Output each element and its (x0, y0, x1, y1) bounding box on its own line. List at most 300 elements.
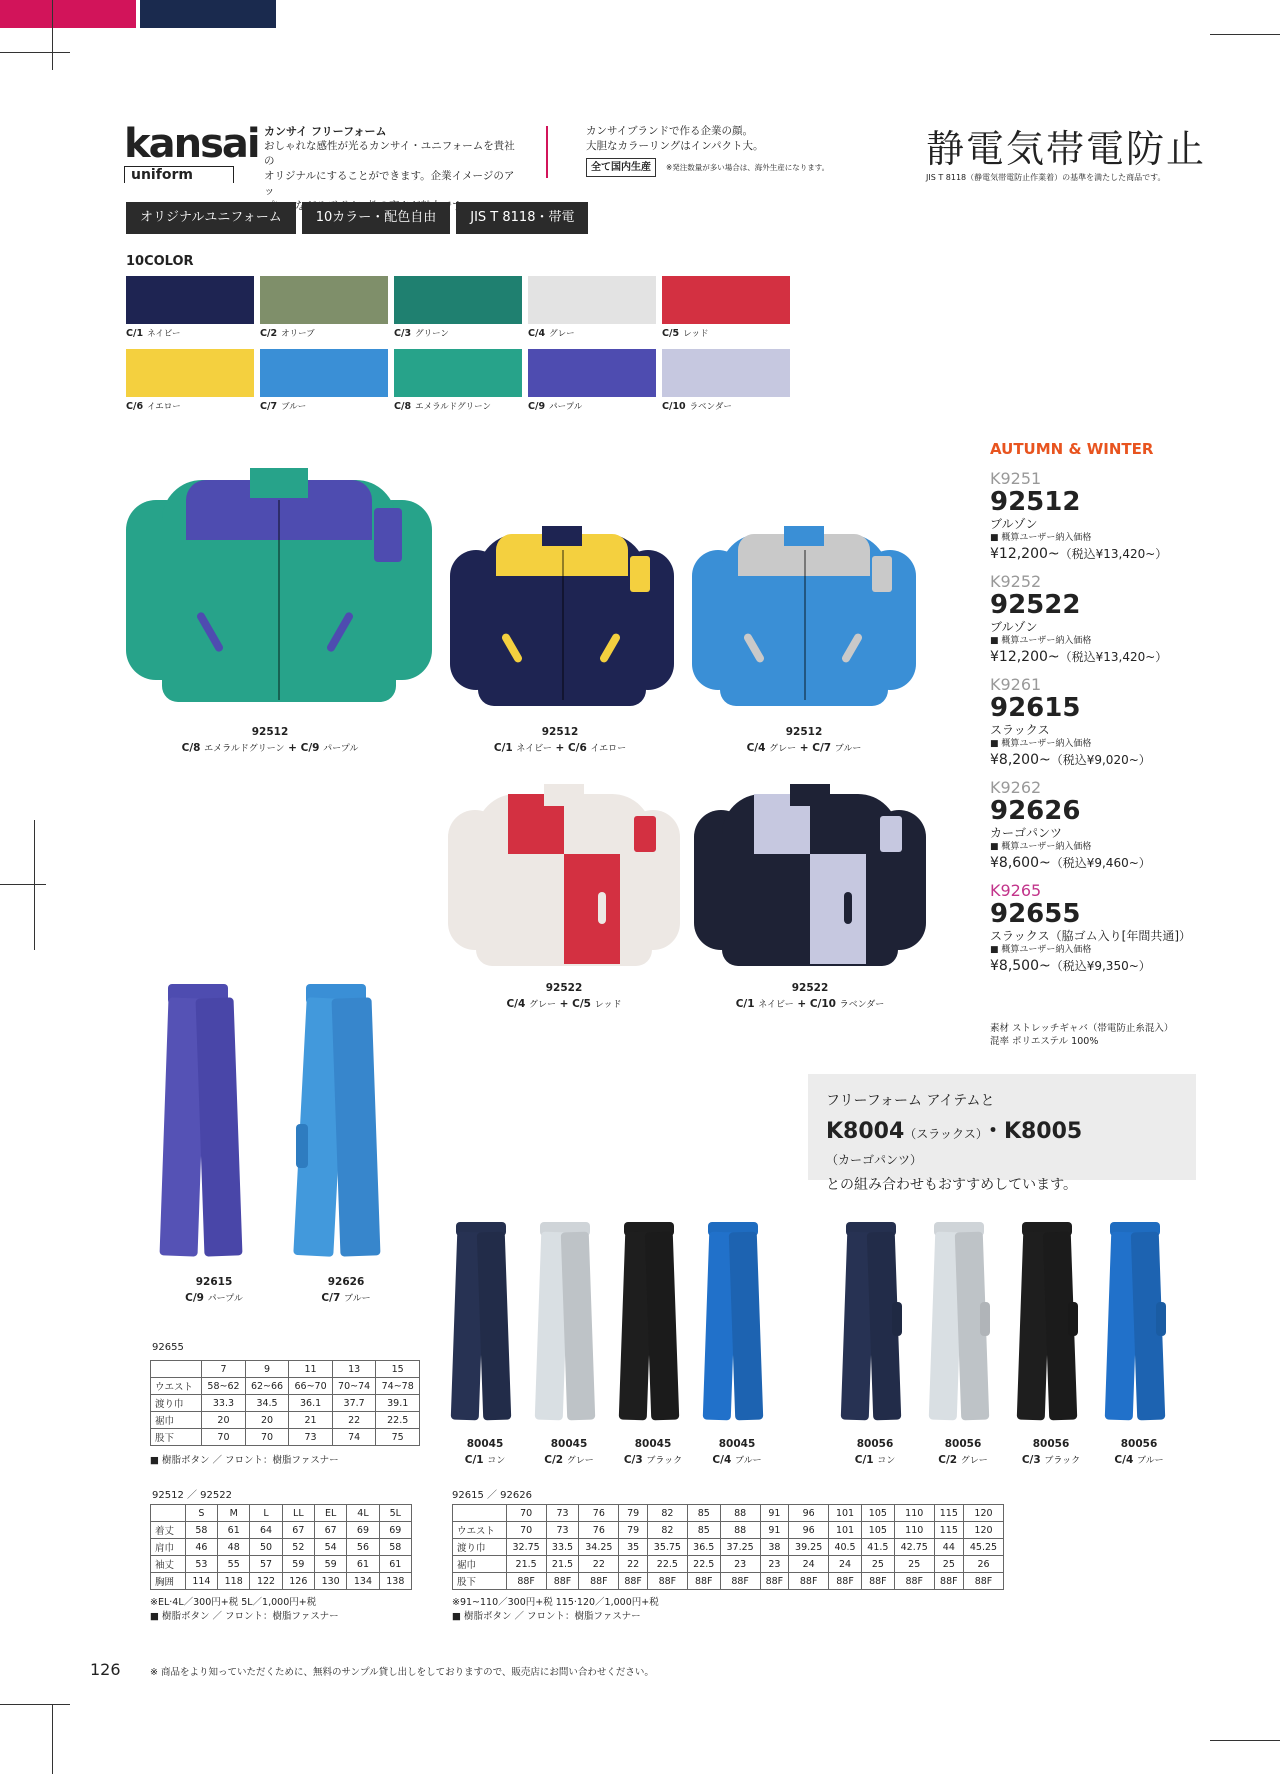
crop-mark (0, 1704, 70, 1705)
crop-mark (0, 884, 46, 885)
caption: 80045 C/2 グレー (544, 1438, 594, 1466)
product-entry (990, 676, 1210, 769)
product-entry (990, 882, 1210, 975)
table-cell: 22.5 (376, 1412, 420, 1429)
table-cell: 88F (720, 1573, 760, 1590)
table-cell: 73 (289, 1429, 333, 1446)
table-header-cell: 70 (506, 1505, 546, 1522)
table-cell: 36.5 (687, 1539, 720, 1556)
pants-s2 (536, 1222, 598, 1422)
jacket-92522-c1-c10 (694, 780, 926, 970)
price-label: ■ 概算ユーザー納入価格 (990, 533, 1092, 543)
table-cell: 35 (619, 1539, 648, 1556)
table-cell: 21 (289, 1412, 333, 1429)
rec-line1: フリーフォーム アイテムと (826, 1093, 995, 1109)
price: ¥8,600~（税込¥9,460~） (990, 855, 1151, 871)
table-cell: 25 (934, 1556, 963, 1573)
product-number: 92615 (990, 693, 1081, 723)
table-header-row (453, 1505, 1004, 1522)
table-cell: 88F (760, 1573, 789, 1590)
table-cell: 39.25 (789, 1539, 829, 1556)
feature-badge: JIS T 8118・帯電 (456, 202, 588, 234)
table-cell: 24 (829, 1556, 862, 1573)
price-label: ■ 概算ユーザー納入価格 (990, 945, 1092, 955)
color-heading: 10COLOR (126, 254, 194, 269)
table-cell: 54 (314, 1539, 346, 1556)
table-cell: 88F (647, 1573, 687, 1590)
table-cell: ウエスト (151, 1378, 202, 1395)
product-number: 92626 (990, 796, 1081, 826)
swatch-chip (260, 349, 388, 397)
product-entry (990, 573, 1210, 666)
color-swatches (126, 276, 791, 412)
product-number: 92655 (990, 899, 1081, 929)
table-cell: 101 (829, 1522, 862, 1539)
table-cell: 70 (245, 1429, 289, 1446)
intro-line: オリジナルにすることができます。企業イメージのアッ (264, 170, 515, 197)
table-header-row (151, 1361, 420, 1378)
table-cell: 82 (647, 1522, 687, 1539)
product-name: ブルゾン (990, 620, 1038, 634)
swatch-chip (260, 276, 388, 324)
table-cell: 40.5 (829, 1539, 862, 1556)
table-cell: 118 (218, 1573, 250, 1590)
product-code: K9252 (990, 572, 1042, 591)
table-cell: 25 (861, 1556, 894, 1573)
jacket-92512-c1-c6 (450, 520, 674, 710)
crop-mark (1210, 34, 1280, 35)
table-cell: 24 (789, 1556, 829, 1573)
table-row (151, 1429, 420, 1446)
table-cell: 110 (894, 1522, 934, 1539)
swatch-label: C/7 ブルー (260, 401, 307, 412)
caption: 80056 C/2 グレー (938, 1438, 988, 1466)
product-code: K9261 (990, 675, 1042, 694)
color-swatch (394, 276, 522, 339)
table-header-cell: 5L (379, 1505, 411, 1522)
table-cell: 34.5 (245, 1395, 289, 1412)
table-cell: 64 (250, 1522, 282, 1539)
intro2-line: 大胆なカラーリングはインパクト大。 (586, 140, 764, 152)
table-cell: 59 (282, 1556, 314, 1573)
header-tab-navy (140, 0, 276, 28)
divider (546, 126, 548, 178)
table-row (151, 1573, 412, 1590)
swatch-chip (662, 349, 790, 397)
table-header-cell: 73 (546, 1505, 579, 1522)
table-header-cell: 4L (347, 1505, 379, 1522)
table-row (151, 1522, 412, 1539)
table-cell: 22 (579, 1556, 619, 1573)
pants-92615-c9 (160, 984, 246, 1258)
table-cell: 70~74 (332, 1378, 376, 1395)
table-header-cell: 15 (376, 1361, 420, 1378)
product-entry (990, 779, 1210, 872)
size-table-pants (452, 1504, 1004, 1590)
table-header-cell: 105 (861, 1505, 894, 1522)
table-cell: 22.5 (687, 1556, 720, 1573)
table-cell: 42.75 (894, 1539, 934, 1556)
table-header-cell: 82 (647, 1505, 687, 1522)
caption: 80045 C/4 ブルー (712, 1438, 762, 1466)
jacket-92522-c4-c5 (448, 780, 680, 970)
color-swatch (260, 349, 388, 412)
table-cell: 25 (894, 1556, 934, 1573)
table-cell: 61 (379, 1556, 411, 1573)
table-cell: 22.5 (647, 1556, 687, 1573)
jacket-92512-c4-c7 (692, 520, 916, 710)
caption: 80056 C/3 ブラック (1021, 1438, 1081, 1466)
table-row (151, 1556, 412, 1573)
table-cell: 115 (934, 1522, 963, 1539)
table-row (151, 1539, 412, 1556)
table-note: ※EL·4L／300円+税 5L／1,000円+税 ■ 樹脂ボタン ／ フロント：樹脂ファスナー (150, 1597, 339, 1622)
swatch-chip (126, 276, 254, 324)
table-cell: 76 (579, 1522, 619, 1539)
table-cell: 70 (202, 1429, 246, 1446)
table-header-cell: 9 (245, 1361, 289, 1378)
pants-c4 (1106, 1222, 1168, 1422)
swatch-label: C/3 グリーン (394, 328, 449, 339)
table-cell: 20 (245, 1412, 289, 1429)
intro-title: カンサイ フリーフォーム (264, 125, 387, 138)
feature-badges (126, 202, 588, 234)
rec-line3: との組み合わせもおすすめしています。 (826, 1177, 1078, 1193)
caption: 92512 C/4 グレー + C/7 ブルー (746, 726, 862, 754)
table-cell: 55 (218, 1556, 250, 1573)
table-caption: 92655 (152, 1342, 184, 1353)
price-label: ■ 概算ユーザー納入価格 (990, 842, 1092, 852)
table-cell: 88F (829, 1573, 862, 1590)
pants-s4 (704, 1222, 766, 1422)
product-name: スラックス (990, 723, 1050, 737)
table-cell: 88F (861, 1573, 894, 1590)
table-cell: 138 (379, 1573, 411, 1590)
table-header-cell (151, 1505, 186, 1522)
caption: 92522 C/4 グレー + C/5 レッド (506, 982, 622, 1010)
swatch-chip (394, 349, 522, 397)
pants-92626-c7 (296, 984, 384, 1258)
table-cell: 股下 (151, 1429, 202, 1446)
table-cell: 88F (789, 1573, 829, 1590)
table-note: ■ 樹脂ボタン ／ フロント：樹脂ファスナー (150, 1455, 339, 1466)
color-swatch (260, 276, 388, 339)
pants-c1 (842, 1222, 904, 1422)
swatch-label: C/6 イエロー (126, 401, 181, 412)
table-header-cell: 91 (760, 1505, 789, 1522)
table-cell: 26 (963, 1556, 1003, 1573)
price: ¥12,200~（税込¥13,420~） (990, 546, 1168, 562)
price-label: ■ 概算ユーザー納入価格 (990, 636, 1092, 646)
table-header-cell: 7 (202, 1361, 246, 1378)
table-cell: 50 (250, 1539, 282, 1556)
table-header-cell: L (250, 1505, 282, 1522)
table-header-cell: 13 (332, 1361, 376, 1378)
table-header-cell: 85 (687, 1505, 720, 1522)
pants-c2 (930, 1222, 992, 1422)
table-cell: 36.1 (289, 1395, 333, 1412)
table-cell: 58 (379, 1539, 411, 1556)
material-line: 混率 ポリエステル 100% (990, 1036, 1099, 1047)
table-row (453, 1539, 1004, 1556)
table-cell: 126 (282, 1573, 314, 1590)
table-cell: 38 (760, 1539, 789, 1556)
color-swatch (126, 276, 254, 339)
table-header-cell: M (218, 1505, 250, 1522)
caption: 80045 C/1 コン (464, 1438, 506, 1466)
table-cell: 88F (619, 1573, 648, 1590)
table-cell: 肩巾 (151, 1539, 186, 1556)
logo-sub: uniform (124, 166, 234, 183)
table-cell: 39.1 (376, 1395, 420, 1412)
table-cell: 66~70 (289, 1378, 333, 1395)
swatch-chip (126, 349, 254, 397)
table-cell: 69 (347, 1522, 379, 1539)
caption: 80045 C/3 ブラック (623, 1438, 683, 1466)
color-swatch (126, 349, 254, 412)
swatch-chip (394, 276, 522, 324)
price: ¥8,200~（税込¥9,020~） (990, 752, 1151, 768)
feature-badge: オリジナルユニフォーム (126, 202, 296, 234)
table-cell: 74 (332, 1429, 376, 1446)
table-header-cell (453, 1505, 507, 1522)
price-label: ■ 概算ユーザー納入価格 (990, 739, 1092, 749)
crop-mark (1210, 1740, 1280, 1741)
table-cell: 58~62 (202, 1378, 246, 1395)
table-cell: 62~66 (245, 1378, 289, 1395)
table-cell: 88F (546, 1573, 579, 1590)
table-caption: 92615 ／ 92626 (452, 1490, 532, 1501)
table-cell: 67 (282, 1522, 314, 1539)
table-cell: 53 (185, 1556, 217, 1573)
table-cell: 37.25 (720, 1539, 760, 1556)
table-cell: 91 (760, 1522, 789, 1539)
table-cell: 58 (185, 1522, 217, 1539)
table-cell: 裾巾 (453, 1556, 507, 1573)
swatch-label: C/5 レッド (662, 328, 709, 339)
table-cell: 48 (218, 1539, 250, 1556)
caption: 80056 C/1 コン (854, 1438, 896, 1466)
table-header-cell: S (185, 1505, 217, 1522)
table-cell: 袖丈 (151, 1556, 186, 1573)
intro-text (264, 124, 524, 214)
table-row (151, 1378, 420, 1395)
table-cell: 渡り巾 (453, 1539, 507, 1556)
table-cell: 105 (861, 1522, 894, 1539)
product-number: 92512 (990, 487, 1081, 517)
feature-badge: 10カラー・配色自由 (302, 202, 451, 234)
product-code: K9262 (990, 778, 1042, 797)
table-row (151, 1412, 420, 1429)
table-cell: 裾巾 (151, 1412, 202, 1429)
swatch-chip (662, 276, 790, 324)
page-title: 静電気帯電防止 (926, 127, 1207, 171)
rec-line2: K8004（スラックス）・K8005（カーゴパンツ） (826, 1119, 1083, 1167)
material-info (990, 1022, 1173, 1048)
page-number: 126 (90, 1660, 121, 1679)
table-cell: 67 (314, 1522, 346, 1539)
table-cell: 37.7 (332, 1395, 376, 1412)
table-cell: 114 (185, 1573, 217, 1590)
table-cell: 61 (218, 1522, 250, 1539)
jis-note: JIS T 8118（静電気帯電防止作業着）の基準を満たした商品です。 (926, 173, 1166, 182)
crop-mark (52, 0, 53, 70)
price: ¥8,500~（税込¥9,350~） (990, 958, 1151, 974)
table-header-cell: 76 (579, 1505, 619, 1522)
table-cell: 79 (619, 1522, 648, 1539)
table-header-cell: 110 (894, 1505, 934, 1522)
size-table-92655 (150, 1360, 420, 1446)
table-cell: 75 (376, 1429, 420, 1446)
table-cell: 32.75 (506, 1539, 546, 1556)
pants-s1 (452, 1222, 514, 1422)
product-name: スラックス（脇ゴム入り[年間共通]） (990, 929, 1192, 943)
table-cell: 59 (314, 1556, 346, 1573)
table-cell: 85 (687, 1522, 720, 1539)
crop-mark (0, 52, 70, 53)
table-cell: 88F (963, 1573, 1003, 1590)
table-cell: 56 (347, 1539, 379, 1556)
jacket-92512-c8-c9 (126, 460, 432, 710)
table-cell: 61 (347, 1556, 379, 1573)
table-cell: 122 (250, 1573, 282, 1590)
table-cell: 96 (789, 1522, 829, 1539)
table-cell: 34.25 (579, 1539, 619, 1556)
caption: 92512 C/1 ネイビー + C/6 イエロー (493, 726, 627, 754)
color-swatch (528, 349, 656, 412)
table-cell: 69 (379, 1522, 411, 1539)
table-cell: 45.25 (963, 1539, 1003, 1556)
table-header-cell: 115 (934, 1505, 963, 1522)
table-cell: 130 (314, 1573, 346, 1590)
product-name: ブルゾン (990, 517, 1038, 531)
pants-s3 (620, 1222, 682, 1422)
caption: 92512 C/8 エメラルドグリーン + C/9 パープル (181, 726, 359, 754)
table-header-cell: 88 (720, 1505, 760, 1522)
swatch-label: C/2 オリーブ (260, 328, 315, 339)
swatch-label: C/1 ネイビー (126, 328, 181, 339)
color-swatch (528, 276, 656, 339)
caption: 92522 C/1 ネイビー + C/10 ラベンダー (735, 982, 885, 1010)
table-cell: 46 (185, 1539, 217, 1556)
table-cell: 57 (250, 1556, 282, 1573)
table-cell: 33.5 (546, 1539, 579, 1556)
kansai-logo (124, 121, 259, 183)
table-cell: 74~78 (376, 1378, 420, 1395)
table-note: ※91~110／300円+税 115·120／1,000円+税 ■ 樹脂ボタン ／ フロント：樹脂ファスナー (452, 1597, 659, 1622)
product-name: カーゴパンツ (990, 826, 1063, 840)
table-cell: 35.75 (647, 1539, 687, 1556)
table-cell: 20 (202, 1412, 246, 1429)
header-tab-pink (0, 0, 136, 28)
color-swatch (662, 276, 790, 339)
pants-c3 (1018, 1222, 1080, 1422)
made-in-japan-badge: 全て国内生産 (586, 158, 656, 177)
table-header-cell: EL (314, 1505, 346, 1522)
intro2-line: カンサイブランドで作る企業の顔。 (586, 125, 753, 137)
table-cell: 23 (720, 1556, 760, 1573)
table-caption: 92512 ／ 92522 (152, 1490, 232, 1501)
table-cell: 88F (506, 1573, 546, 1590)
table-cell: 88 (720, 1522, 760, 1539)
table-header-cell: 96 (789, 1505, 829, 1522)
intro2-text (586, 124, 876, 177)
table-cell: 41.5 (861, 1539, 894, 1556)
table-cell: 22 (332, 1412, 376, 1429)
table-header-cell: 101 (829, 1505, 862, 1522)
table-header-row (151, 1505, 412, 1522)
color-swatch (662, 349, 790, 412)
table-header-cell: 79 (619, 1505, 648, 1522)
swatch-chip (528, 349, 656, 397)
table-cell: 52 (282, 1539, 314, 1556)
product-list (990, 470, 1210, 985)
product-code: K9265 (990, 881, 1042, 900)
product-entry (990, 470, 1210, 563)
color-swatch (394, 349, 522, 412)
table-header-cell: 11 (289, 1361, 333, 1378)
made-note: ※発注数量が多い場合は、海外生産になります。 (666, 163, 830, 172)
swatch-label: C/8 エメラルドグリーン (394, 401, 491, 412)
table-cell: 股下 (453, 1573, 507, 1590)
table-row (453, 1522, 1004, 1539)
table-cell: 70 (506, 1522, 546, 1539)
table-cell: 134 (347, 1573, 379, 1590)
price: ¥12,200~（税込¥13,420~） (990, 649, 1168, 665)
product-code: K9251 (990, 469, 1042, 488)
crop-mark (52, 1704, 53, 1774)
caption: 80056 C/4 ブルー (1114, 1438, 1164, 1466)
table-cell: 着丈 (151, 1522, 186, 1539)
logo-word: kansai (124, 121, 259, 167)
table-cell: 21.5 (506, 1556, 546, 1573)
table-cell: 21.5 (546, 1556, 579, 1573)
table-cell: 73 (546, 1522, 579, 1539)
table-cell: 88F (579, 1573, 619, 1590)
table-cell: ウエスト (453, 1522, 507, 1539)
table-cell: 88F (894, 1573, 934, 1590)
swatch-chip (528, 276, 656, 324)
table-cell: 88F (687, 1573, 720, 1590)
caption: 92626 C/7 ブルー (321, 1276, 371, 1304)
swatch-label: C/4 グレー (528, 328, 575, 339)
table-cell: 33.3 (202, 1395, 246, 1412)
footer-note: ※ 商品をより知っていただくために、無料のサンプル貸し出しをしておりますので、販売店にお問い合わせください。 (150, 1667, 654, 1678)
caption: 92615 C/9 パープル (185, 1276, 243, 1304)
swatch-label: C/10 ラベンダー (662, 401, 732, 412)
product-number: 92522 (990, 590, 1081, 620)
season-label: AUTUMN & WINTER (990, 440, 1154, 458)
material-line: 素材 ストレッチギャバ（帯電防止糸混入） (990, 1023, 1174, 1034)
table-header-cell: LL (282, 1505, 314, 1522)
table-cell: 胸囲 (151, 1573, 186, 1590)
table-row (453, 1573, 1004, 1590)
table-cell: 渡り巾 (151, 1395, 202, 1412)
recommendation-box (808, 1074, 1196, 1193)
size-table-jacket (150, 1504, 412, 1590)
table-cell: 88F (934, 1573, 963, 1590)
table-cell: 44 (934, 1539, 963, 1556)
intro-line: おしゃれな感性が光るカンサイ・ユニフォームを貴社の (264, 140, 515, 167)
table-cell: 23 (760, 1556, 789, 1573)
table-cell: 22 (619, 1556, 648, 1573)
table-row (453, 1556, 1004, 1573)
table-row (151, 1395, 420, 1412)
crop-mark (34, 820, 35, 950)
table-cell: 120 (963, 1522, 1003, 1539)
table-header-cell: 120 (963, 1505, 1003, 1522)
table-header-cell (151, 1361, 202, 1378)
